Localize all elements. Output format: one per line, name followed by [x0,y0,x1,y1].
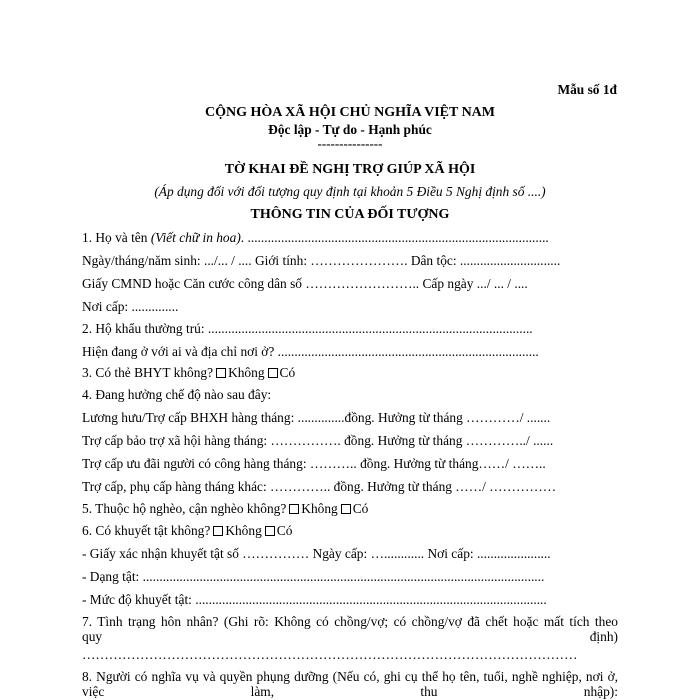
form-number: Mẫu số 1đ [557,82,617,97]
disability-yes-label: Có [276,523,293,538]
bhyt-label: 3. Có thẻ BHYT không? [82,365,214,380]
disability-no-label: Không [225,523,262,538]
field-poverty [82,500,618,517]
poverty-no-checkbox[interactable] [289,504,299,514]
field-marital-line1: 7. Tình trạng hôn nhân? (Ghi rõ: Không có chồng/vợ; có chồng/vợ đã chết hoặc mất tích theo [82,614,618,629]
marital-word-quy: quy [82,629,103,644]
field-other-allowance: Trợ cấp, phụ cấp hàng tháng khác: ………….. đồng. Hưởng từ tháng ……/ …………… [82,479,557,494]
field-issue-place: Nơi cấp: .............. [82,299,179,314]
disability-label: 6. Có khuyết tật không? [82,523,211,538]
motto: Độc lập - Tự do - Hạnh phúc [268,122,432,137]
disability-no-checkbox[interactable] [213,526,223,536]
applicability-note: (Áp dụng đối với đối tượng quy định tại khoản 5 Điều 5 Nghị định số ....) [154,184,546,199]
poverty-no-label: Không [301,501,338,516]
field-benefits: 4. Đang hưởng chế độ nào sau đây: [82,387,272,402]
field-disability-type: - Dạng tật: ........................................................................................................................ [82,569,545,584]
field-residence: Hiện đang ở với ai và địa chỉ nơi ở? .............................................................................. [82,344,539,359]
guardian-word-3: thu [420,684,438,699]
name-hint: (Viết chữ in hoa) [150,230,241,245]
marital-word-dinh: định) [589,629,618,644]
field-social-allowance: Trợ cấp bảo trợ xã hội hàng tháng: ……………. đồng. Hưởng từ tháng …………../ ...... [82,433,554,448]
bhyt-yes-checkbox[interactable] [268,368,278,378]
field-marital-line2 [82,628,618,645]
field-marital-dots: ………………………………………………………………………………………………… [82,647,578,662]
poverty-yes-checkbox[interactable] [341,504,351,514]
field-id: Giấy CMND hoặc Căn cước công dân số …………………….. Cấp ngày .../ ... / .... [82,276,528,291]
field-guardian-line1: 8. Người có nghĩa vụ và quyền phụng dưỡng (Nếu có, ghi cụ thể họ tên, tuổi, nghề nghiệp, nơi ở, [82,669,618,684]
disability-yes-checkbox[interactable] [265,526,275,536]
field-pension: Lương hưu/Trợ cấp BHXH hàng tháng: ..............đồng. Hưởng từ tháng …………/ ....... [82,410,551,425]
guardian-word-4: nhập): [583,684,618,699]
bhyt-yes-label: Có [279,365,296,380]
country-name: CỘNG HÒA XÃ HỘI CHỦ NGHĨA VIỆT NAM [204,105,495,120]
field-disability [82,522,618,539]
document-title: TỜ KHAI ĐỀ NGHỊ TRỢ GIÚP XÃ HỘI [224,162,476,177]
name-dots: . .......................................................................................... [240,230,549,245]
section-title: THÔNG TIN CỦA ĐỐI TƯỢNG [250,207,450,222]
field-merit-allowance: Trợ cấp ưu đãi người có công hàng tháng: ……….. đồng. Hưởng từ tháng……/ …….. [82,456,546,471]
name-label: 1. Họ và tên [82,230,151,245]
bhyt-no-label: Không [228,365,265,380]
field-bhyt [82,364,618,381]
guardian-word-2: làm, [250,684,275,699]
bhyt-no-checkbox[interactable] [216,368,226,378]
poverty-yes-label: Có [352,501,369,516]
poverty-label: 5. Thuộc hộ nghèo, cận nghèo không? [82,501,287,516]
field-name [82,229,618,246]
field-disability-cert: - Giấy xác nhận khuyết tật số …………… Ngày cấp: …............ Nơi cấp: ...................... [82,546,551,561]
field-disability-level: - Mức độ khuyết tật: ......................................................................................................... [82,592,547,607]
guardian-word-1: việc [82,684,105,699]
field-household: 2. Hộ khẩu thường trú: ................................................................................................. [82,321,533,336]
field-guardian-line2 [82,683,618,700]
field-dob: Ngày/tháng/năm sinh: .../... / .... Giới tính: …………………. Dân tộc: .............................. [82,253,561,268]
header-divider: --------------- [317,136,383,151]
